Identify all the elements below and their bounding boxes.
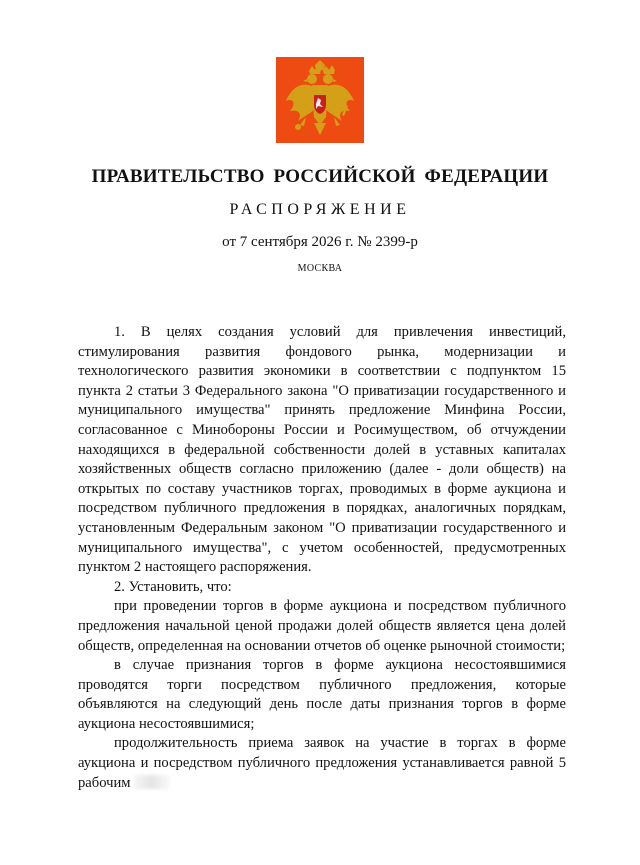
faded-text-ending — [134, 775, 170, 789]
coat-of-arms-icon — [276, 57, 364, 143]
document-city: МОСКВА — [297, 263, 343, 274]
document-body — [78, 323, 566, 793]
paragraph-5-text: продолжительность приема заявок на участие в торгах в форме аукциона и посредством публичного предложения устанавливается равной 5 рабочим — [78, 735, 566, 791]
paragraph-4: в случае признания торгов в форме аукциона несостоявшимися проводятся торги посредством публичного предложения, которые объявляются на следующий день после даты признания торгов в форме аукциона несостоявшимися; — [78, 657, 566, 732]
paragraph-1: 1. В целях создания условий для привлечения инвестиций, стимулирования развития фондового рынка, модернизации и технологического развития экономики в соответствии с подпунктом 15 пункта 2 статьи 3 Федерального закона "О приватизации государственного и муниципального имущества" принять предложение Минфина России, согласованное с Минобороны России и Росимуществом, об отчуждении находящихся в федеральной собственности долей в уставных капиталах хозяйственных обществ согласно приложению (далее - доли обществ) на открытых по составу участников торгах, проводимых в форме аукциона и посредством публичного предложения в порядках, аналогичных порядкам, установленным Федеральным законом "О приватизации государственного и муниципального имущества", с учетом особенностей, предусмотренных пунктом 2 настоящего распоряжения. — [78, 324, 566, 576]
government-title: ПРАВИТЕЛЬСТВО РОССИЙСКОЙ ФЕДЕРАЦИИ — [91, 166, 549, 187]
paragraph-3: при проведении торгов в форме аукциона и посредством публичного предложения начальной ценой продажи долей обществ является цена долей обществ, определенная на основании отчетов об оценке рыночной стоимости; — [78, 598, 566, 654]
document-date-number: от 7 сентября 2026 г. № 2399-р — [222, 234, 418, 250]
paragraph-2: 2. Установить, что: — [114, 578, 232, 595]
paragraph-5 — [78, 734, 566, 793]
document-type: РАСПОРЯЖЕНИЕ — [229, 201, 411, 218]
